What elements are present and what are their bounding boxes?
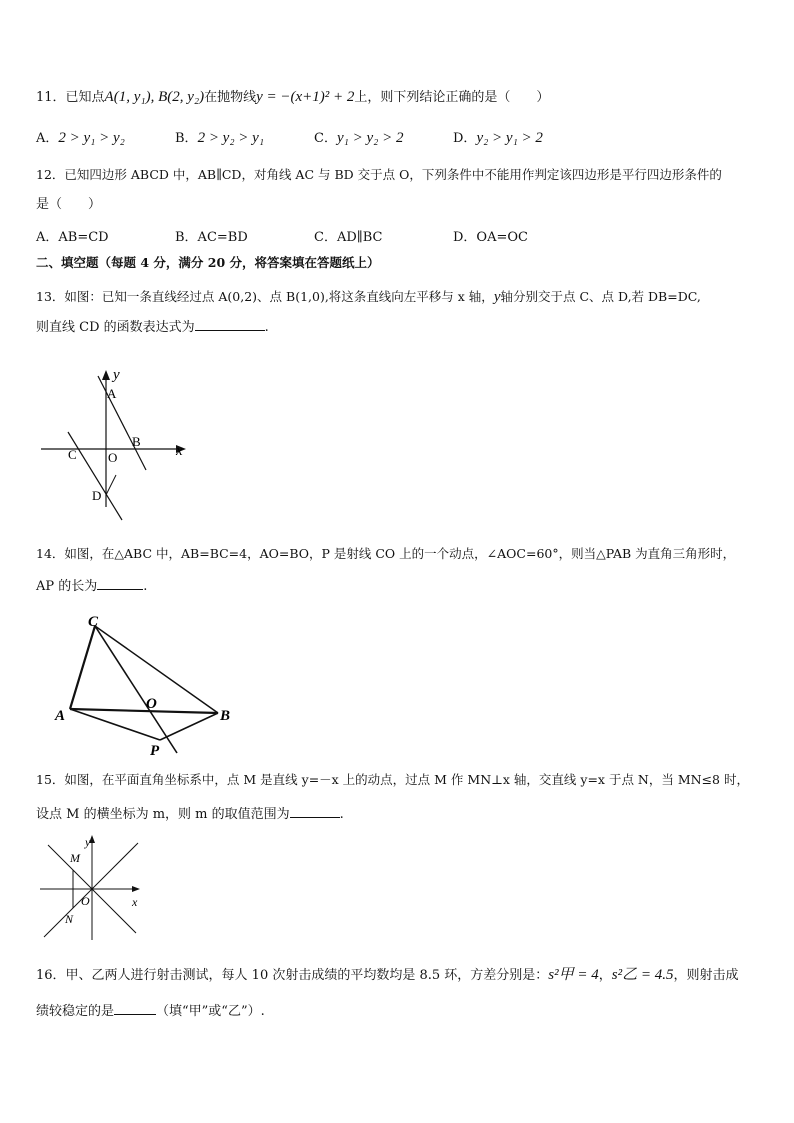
- q12-option-a: A．AB=CD: [36, 230, 109, 245]
- q16-variance-yi: s²乙 = 4.5: [611, 967, 674, 983]
- label-o: O: [146, 696, 157, 712]
- q11-points: A(1, y₁), B(2, y₂): [104, 89, 205, 105]
- q13-figure: [36, 362, 196, 528]
- q12-option-c: C．AD∥BC: [314, 230, 383, 245]
- q16-answer-blank[interactable]: [114, 1002, 156, 1015]
- x-axis-arrow: [132, 886, 140, 892]
- q11-stem: [36, 88, 549, 107]
- q15-line1: 15．如图，在平面直角坐标系中，点 M 是直线 y=－x 上的动点，过点 M 作 MN⊥x 轴，交直线 y=x 于点 N，当 MN≤8 时，: [36, 772, 749, 787]
- section-title: 二、填空题（每题 4 分，满分 20 分，将答案填在答题纸上）: [36, 255, 380, 270]
- q12-line2: 是（ ）: [36, 197, 102, 212]
- label-m: M: [70, 851, 80, 865]
- label-a: A: [55, 708, 66, 724]
- q12-line1: 12．已知四边形 ABCD 中，AB∥CD，对角线 AC 与 BD 交于点 O，下列条件中不能用作判定该四边形是平行四边形条件的: [36, 167, 722, 182]
- q14-line2: AP 的长为 .: [36, 579, 148, 594]
- label-n: N: [65, 912, 74, 926]
- q13-line1: 13．如图：已知一条直线经过点 A(0,2)、点 B(1,0),将这条直线向左平移与 x 轴，y轴分别交于点 C、点 D,若 DB=DC,: [36, 289, 701, 305]
- q11-stem-c: 上，则下列结论正确的是（ ）: [354, 90, 550, 105]
- q15-answer-blank[interactable]: [290, 805, 340, 818]
- q14-line1: 14．如图，在△ABC 中，AB=BC=4，AO=BO，P 是射线 CO 上的一个动点，∠AOC=60°，则当△PAB 为直角三角形时，: [36, 546, 736, 561]
- segment-db: [106, 475, 116, 495]
- y-axis-arrow: [102, 370, 110, 380]
- ray-co: [95, 626, 177, 753]
- q11-option-b: B．2 > y₂ > y₁: [175, 130, 265, 146]
- q16-line2: 绩较稳定的是 （填“甲”或“乙”）.: [36, 1004, 265, 1019]
- q14-triangle: [50, 610, 250, 760]
- q11-stem-b: 在抛物线: [204, 90, 257, 105]
- label-x: x: [132, 895, 138, 909]
- q13-answer-blank[interactable]: [195, 318, 265, 331]
- q14-answer-blank[interactable]: [97, 577, 143, 590]
- q12-option-d: D．OA=OC: [453, 230, 528, 245]
- q13-line2: 则直线 CD 的函数表达式为 .: [36, 320, 269, 335]
- q16-line1: 16．甲、乙两人进行射击测试，每人 10 次射击成绩的平均数均是 8.5 环，方差分别是：s²甲 = 4，s²乙 = 4.5，则射击成: [36, 967, 739, 983]
- q11-option-a: A．2 > y₁ > y₂: [36, 130, 125, 146]
- q11-equation: y = −(x+1)² + 2: [256, 89, 355, 105]
- line-ab: [98, 376, 146, 470]
- label-p: P: [150, 743, 160, 759]
- label-y: y: [85, 835, 91, 849]
- q14-figure: [50, 610, 250, 764]
- segment-ap: [70, 709, 160, 740]
- segment-pb: [160, 713, 218, 740]
- side-ca: [70, 626, 95, 709]
- label-b: B: [132, 434, 141, 449]
- line-cd: [68, 432, 122, 520]
- q15-graph: [36, 830, 156, 945]
- side-ab: [70, 709, 218, 713]
- label-b: B: [220, 708, 231, 724]
- line-y-eq-x: [44, 843, 138, 937]
- label-c: C: [68, 447, 77, 462]
- q15-line2: 设点 M 的横坐标为 m，则 m 的取值范围为 .: [36, 807, 344, 822]
- q12-option-b: B．AC=BD: [175, 230, 248, 245]
- label-y: y: [113, 367, 120, 383]
- label-o: O: [81, 894, 90, 908]
- q11-option-c: C．y₁ > y₂ > 2: [314, 130, 404, 146]
- q11-stem-a: 11．已知点: [36, 90, 105, 105]
- label-a: A: [107, 386, 117, 401]
- q16-variance-jia: s²甲 = 4: [548, 967, 599, 983]
- label-o: O: [108, 450, 118, 465]
- q11-option-d: D．y₂ > y₁ > 2: [453, 130, 543, 146]
- label-x: x: [176, 443, 183, 459]
- q13-graph: [36, 362, 196, 524]
- label-c: C: [88, 614, 99, 630]
- q15-figure: [36, 830, 156, 949]
- label-d: D: [92, 488, 102, 503]
